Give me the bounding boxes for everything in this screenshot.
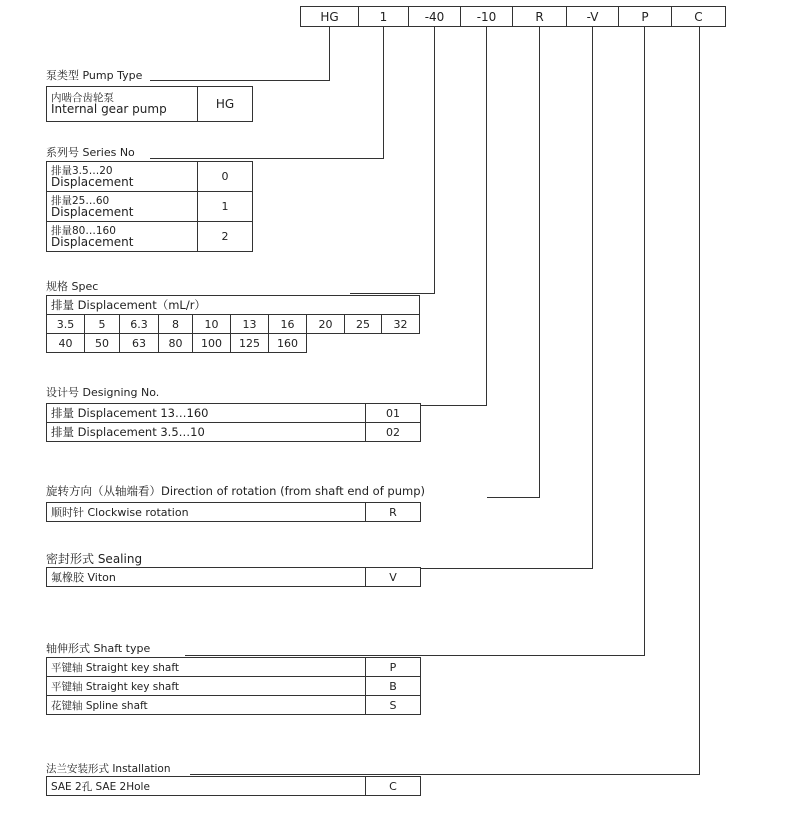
rotation-row-0-code: R [365,502,421,522]
spec-cell: 50 [84,333,120,353]
series-row-1-range: 排量25…60 [51,194,110,207]
connector-sealing-v [592,27,593,568]
spec-cell: 20 [306,314,345,334]
sealing-row-0-code: V [365,567,421,587]
code-installation: C [671,6,726,27]
series-row-0-en: Displacement [51,174,134,189]
spec-title: 规格 Spec [46,280,99,293]
spec-cell: 6.3 [119,314,159,334]
series-title: 系列号 Series No [46,146,135,159]
connector-series-v [383,27,384,158]
spec-cell: 8 [158,314,193,334]
spec-cell: 16 [268,314,307,334]
sealing-row-0-label: 氟橡胶 Viton [46,567,366,587]
series-row-2-desc [46,221,198,252]
installation-row-0-label: SAE 2孔 SAE 2Hole [46,776,366,796]
code-shaft: P [618,6,672,27]
connector-spec-v [434,27,435,293]
connector-pump-type-h [150,80,330,81]
code-spec: -40 [408,6,461,27]
code-design: -10 [460,6,513,27]
spec-cell: 160 [268,333,307,353]
connector-shaft-h [185,655,645,656]
code-rotation: R [512,6,567,27]
pump-type-cn: 内啮合齿轮泵 [51,92,114,104]
pump-type-code: HG [197,86,253,122]
code-series: 1 [358,6,409,27]
series-row-1-en: Displacement [51,204,134,219]
rotation-row-0-label: 顺时针 Clockwise rotation [46,502,366,522]
pump-type-en: Internal gear pump [51,102,167,116]
spec-cell: 32 [381,314,420,334]
design-row-1-label: 排量 Displacement 3.5…10 [46,422,366,442]
series-row-0-desc [46,161,198,192]
series-row-2-en: Displacement [51,234,134,249]
connector-shaft-v [644,27,645,655]
shaft-row-0-label: 平键轴 Straight key shaft [46,657,366,677]
connector-design-h [420,405,487,406]
pump-type-desc [46,86,198,122]
spec-cell: 100 [192,333,231,353]
shaft-row-2-label: 花键轴 Spline shaft [46,695,366,715]
spec-cell: 5 [84,314,120,334]
series-row-2-range: 排量80…160 [51,224,116,237]
series-row-1-code: 1 [197,191,253,222]
design-title: 设计号 Designing No. [46,386,160,399]
series-row-0-range: 排量3.5…20 [51,164,113,177]
spec-cell: 125 [230,333,269,353]
installation-row-0-code: C [365,776,421,796]
connector-pump-type-v [329,27,330,80]
series-row-0-code: 0 [197,161,253,192]
shaft-row-0-code: P [365,657,421,677]
pump-type-title: 泵类型 Pump Type [46,69,143,82]
code-sealing: -V [566,6,619,27]
shaft-row-1-label: 平键轴 Straight key shaft [46,676,366,696]
shaft-row-2-code: S [365,695,421,715]
spec-header: 排量 Displacement（mL/r） [46,295,420,315]
series-row-2-code: 2 [197,221,253,252]
spec-cell: 10 [192,314,231,334]
connector-rotation-v [539,27,540,497]
spec-cell: 13 [230,314,269,334]
connector-design-v [486,27,487,405]
design-row-0-code: 01 [365,403,421,423]
spec-cell: 3.5 [46,314,85,334]
spec-cell: 25 [344,314,382,334]
installation-title: 法兰安装形式 Installation [46,763,171,775]
sealing-title: 密封形式 Sealing [46,552,143,566]
code-pump-type: HG [300,6,359,27]
spec-cell: 40 [46,333,85,353]
connector-rotation-h [487,497,540,498]
shaft-row-1-code: B [365,676,421,696]
spec-cell: 80 [158,333,193,353]
connector-series-h [150,158,384,159]
series-row-1-desc [46,191,198,222]
rotation-title: 旋转方向（从轴端看）Direction of rotation (from shaft end of pump) [46,484,425,498]
design-row-0-label: 排量 Displacement 13…160 [46,403,366,423]
connector-spec-h [350,293,435,294]
shaft-title: 轴伸形式 Shaft type [46,642,151,655]
spec-cell: 63 [119,333,159,353]
connector-installation-v [699,27,700,774]
design-row-1-code: 02 [365,422,421,442]
connector-installation-h [190,774,700,775]
